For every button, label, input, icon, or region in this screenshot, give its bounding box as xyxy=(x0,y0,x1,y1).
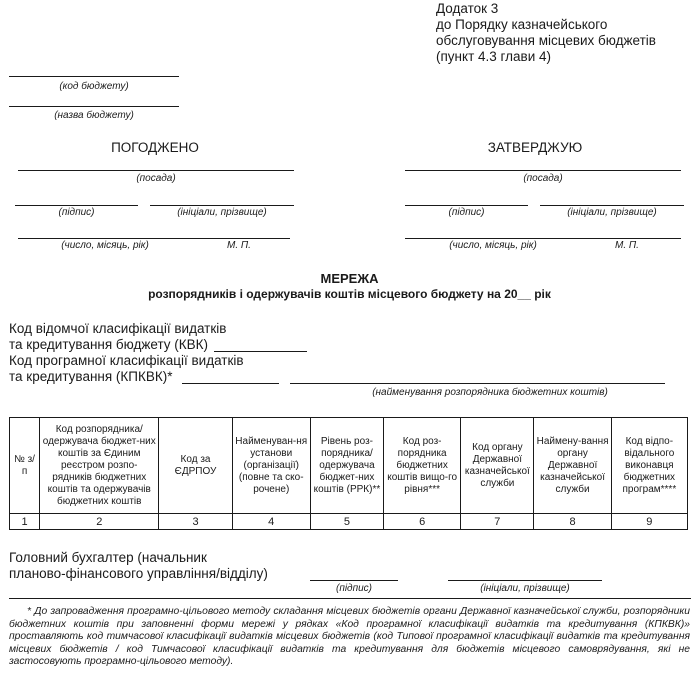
approved-position-caption: (посада) xyxy=(523,173,563,184)
appendix-block xyxy=(436,1,656,65)
table-header-cell: Рівень роз-порядника/ одержувача бюджет-них коштів (РРК)** xyxy=(310,418,383,514)
column-number: 3 xyxy=(159,514,232,530)
approved-date-caption: (число, місяць, рік) xyxy=(449,240,537,251)
accountant-signature-caption: (підпис) xyxy=(336,583,372,594)
column-number: 6 xyxy=(384,514,461,530)
column-number: 4 xyxy=(232,514,310,530)
kpkvk-input-line[interactable] xyxy=(182,383,279,384)
table-header-cell: Код відпо-відального виконавця бюджетних програм**** xyxy=(611,418,687,514)
kpkvk-label-line: Код програмної класифікації видатків xyxy=(9,353,244,368)
footnote-separator xyxy=(9,598,691,599)
approved-date-line[interactable] xyxy=(405,238,681,239)
kvk-label-line: Код відомчої класифікації видатків xyxy=(9,321,227,336)
budget-name-caption: (назва бюджету) xyxy=(54,110,134,121)
document-subtitle: розпорядників і одержувачів коштів місцевого бюджету на 20__ рік xyxy=(148,287,551,301)
document-title: МЕРЕЖА xyxy=(320,271,379,286)
network-table xyxy=(9,417,688,530)
agreed-date-line[interactable] xyxy=(18,238,290,239)
appendix-line: до Порядку казначейського xyxy=(436,17,608,32)
approved-seal-caption: М. П. xyxy=(615,240,639,251)
kpkvk-label xyxy=(9,353,244,385)
accountant-initials-line[interactable] xyxy=(448,580,602,581)
kvk-label xyxy=(9,321,226,353)
approved-signature-line[interactable] xyxy=(405,205,528,206)
table-header-cell: Найменуван-ня установи (організації) (повне та ско-рочене) xyxy=(232,418,310,514)
table-header-cell: Код органу Державної казначейської служби xyxy=(461,418,534,514)
agreed-seal-caption: М. П. xyxy=(227,240,251,251)
agreed-signature-caption: (підпис) xyxy=(58,207,95,218)
agreed-initials-line[interactable] xyxy=(150,205,294,206)
accountant-label xyxy=(9,550,268,582)
manager-name-line[interactable] xyxy=(290,383,665,384)
approved-position-line[interactable] xyxy=(405,170,681,171)
appendix-line: Додаток 3 xyxy=(436,1,499,16)
kvk-label-line: та кредитування бюджету (КВК) xyxy=(9,337,209,352)
accountant-label-line: планово-фінансового управління/відділу) xyxy=(9,566,268,581)
appendix-line: обслуговування місцевих бюджетів xyxy=(436,33,656,48)
footnote-text: * До запровадження програмно-цільового методу складання місцевих бюджетів органи Державної казначейської служби, розпорядники бюджетних коштів при заповненні форми мережі у рядках «Код програмної класифікації видатків та кредитування (КПКВК)» проставляють код тимчасової класифікації видатків місцевих бюджетів (код Типової програмної класифікації видатків та кредитування місцевих бюджетів / код Тимчасової класифікації видатків та кредитування для бюджетів місцевого самоврядування, які не застосовують програмно-цільового методу). xyxy=(9,606,690,668)
table-header-row xyxy=(10,418,688,514)
agreed-position-line[interactable] xyxy=(18,170,294,171)
column-number: 8 xyxy=(534,514,611,530)
approved-initials-caption: (ініціали, прізвище) xyxy=(567,207,657,218)
column-number: 2 xyxy=(40,514,159,530)
manager-name-caption: (найменування розпорядника бюджетних коштів) xyxy=(372,387,608,398)
agreed-initials-caption: (ініціали, прізвище) xyxy=(177,207,267,218)
kvk-input-line[interactable] xyxy=(214,351,307,352)
approved-title: ЗАТВЕРДЖУЮ xyxy=(487,140,583,155)
table-header-cell: № з/п xyxy=(10,418,40,514)
accountant-initials-caption: (ініціали, прізвище) xyxy=(480,583,570,594)
table-header-cell: Код роз-порядника бюджетних коштів вищо-го рівня*** xyxy=(384,418,461,514)
agreed-date-caption: (число, місяць, рік) xyxy=(61,240,149,251)
appendix-line: (пункт 4.3 глави 4) xyxy=(436,49,552,64)
agreed-title: ПОГОДЖЕНО xyxy=(111,140,199,155)
budget-name-line[interactable] xyxy=(9,106,179,107)
approved-signature-caption: (підпис) xyxy=(448,207,485,218)
approved-initials-line[interactable] xyxy=(540,205,684,206)
column-number: 9 xyxy=(611,514,687,530)
column-number: 1 xyxy=(10,514,40,530)
agreed-signature-line[interactable] xyxy=(15,205,138,206)
budget-code-line[interactable] xyxy=(9,76,179,77)
table-header-cell: Наймену-вання органу Державної казначейської служби xyxy=(534,418,611,514)
column-number: 5 xyxy=(310,514,383,530)
table-header-cell: Код за ЄДРПОУ xyxy=(159,418,232,514)
kpkvk-label-line: та кредитування (КПКВК)* xyxy=(9,369,173,384)
accountant-label-line: Головний бухгалтер (начальник xyxy=(9,550,207,565)
agreed-position-caption: (посада) xyxy=(136,173,176,184)
table-header-cell: Код розпорядника/ одержувача бюджет-них коштів за Єдиним реєстром розпо-рядників бюджетних коштів та одержувачів бюджетних коштів xyxy=(40,418,159,514)
table-number-row xyxy=(10,514,688,530)
accountant-signature-line[interactable] xyxy=(310,580,398,581)
column-number: 7 xyxy=(461,514,534,530)
budget-code-caption: (код бюджету) xyxy=(59,81,129,92)
